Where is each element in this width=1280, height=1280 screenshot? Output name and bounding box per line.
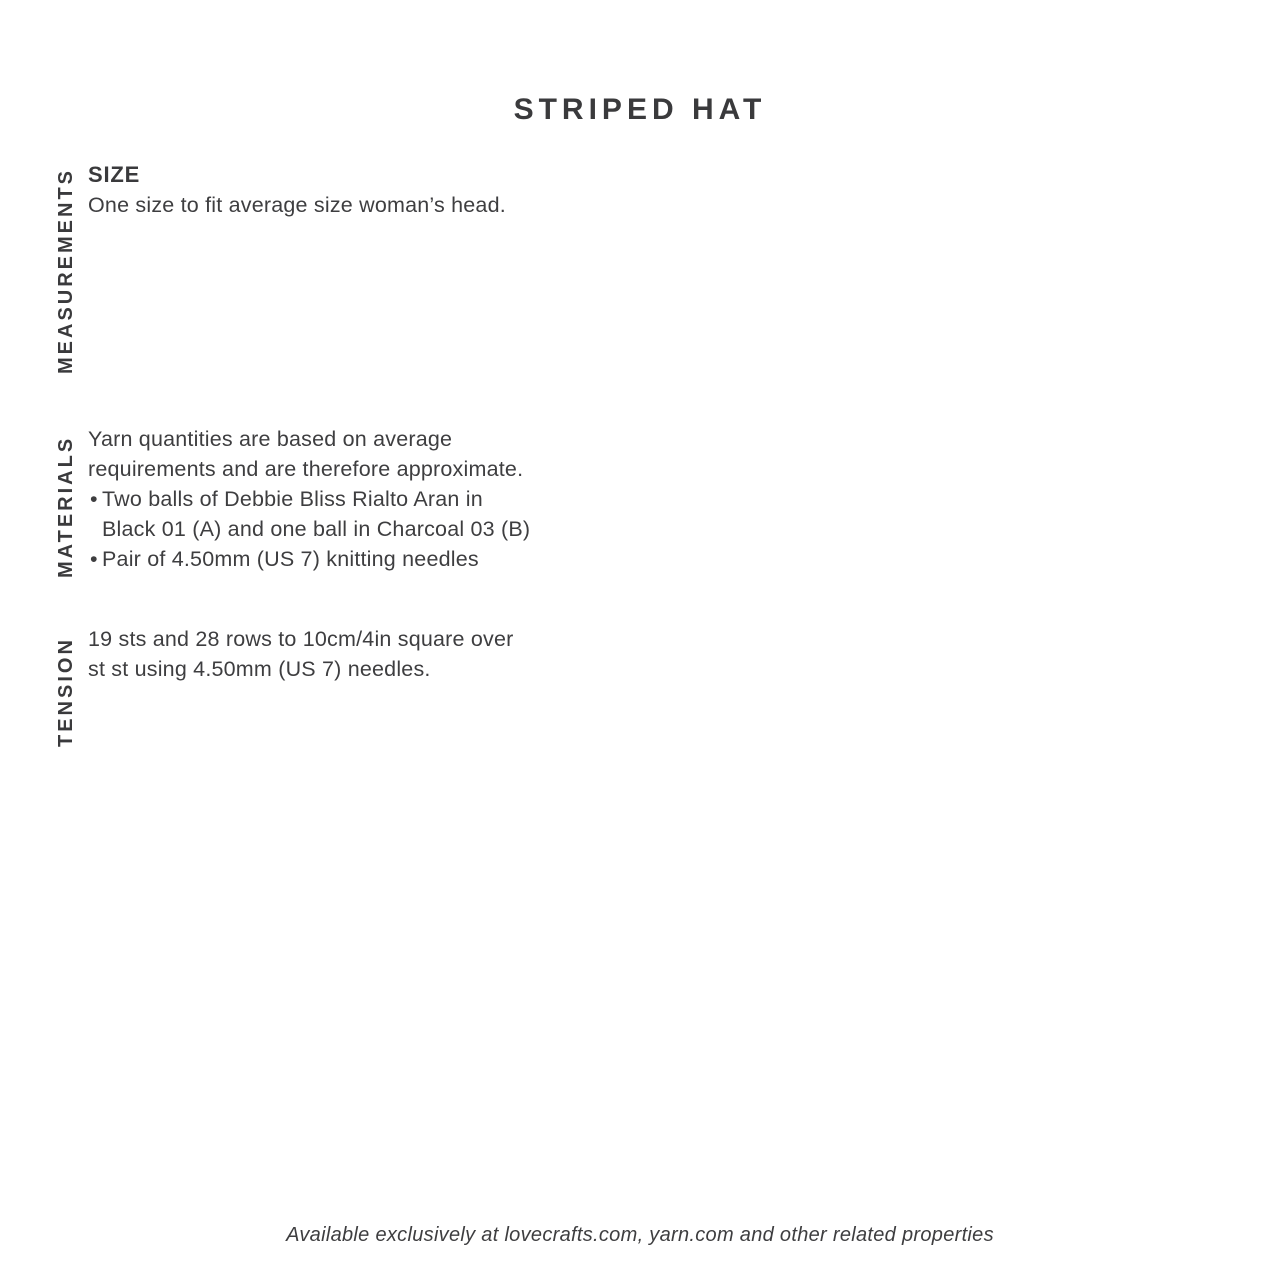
page-title: STRIPED HAT [513, 93, 767, 126]
materials-bullet-item [88, 544, 530, 574]
section-tension-content [88, 624, 514, 684]
materials-bullet-line: Black 01 (A) and one ball in Charcoal 03 (B) [102, 517, 531, 541]
section-materials-content [88, 424, 530, 574]
tension-text-line: st st using 4.50mm (US 7) needles. [88, 657, 431, 681]
materials-bullet-text [102, 484, 530, 544]
materials-bullet-text [102, 544, 479, 574]
footer-availability-note: Available exclusively at lovecrafts.com, yarn.com and other related properties [286, 1224, 994, 1246]
materials-bullet-line: Two balls of Debbie Bliss Rialto Aran in [102, 487, 483, 511]
section-label-tension: TENSION [55, 637, 77, 747]
section-label-materials: MATERIALS [55, 435, 77, 578]
section-measurements-content [88, 160, 506, 220]
bullet-icon: • [90, 487, 98, 511]
materials-bullet-line: Pair of 4.50mm (US 7) knitting needles [102, 547, 479, 571]
size-text-line: One size to fit average size woman’s head. [88, 193, 506, 217]
section-label-measurements: MEASUREMENTS [55, 167, 77, 374]
bullet-icon: • [90, 547, 98, 571]
materials-bullet-item [88, 484, 530, 544]
materials-intro-line: Yarn quantities are based on average [88, 427, 453, 451]
tension-text-line: 19 sts and 28 rows to 10cm/4in square over [88, 627, 514, 651]
materials-intro-line: requirements and are therefore approximate. [88, 457, 524, 481]
size-heading: SIZE [88, 162, 141, 187]
